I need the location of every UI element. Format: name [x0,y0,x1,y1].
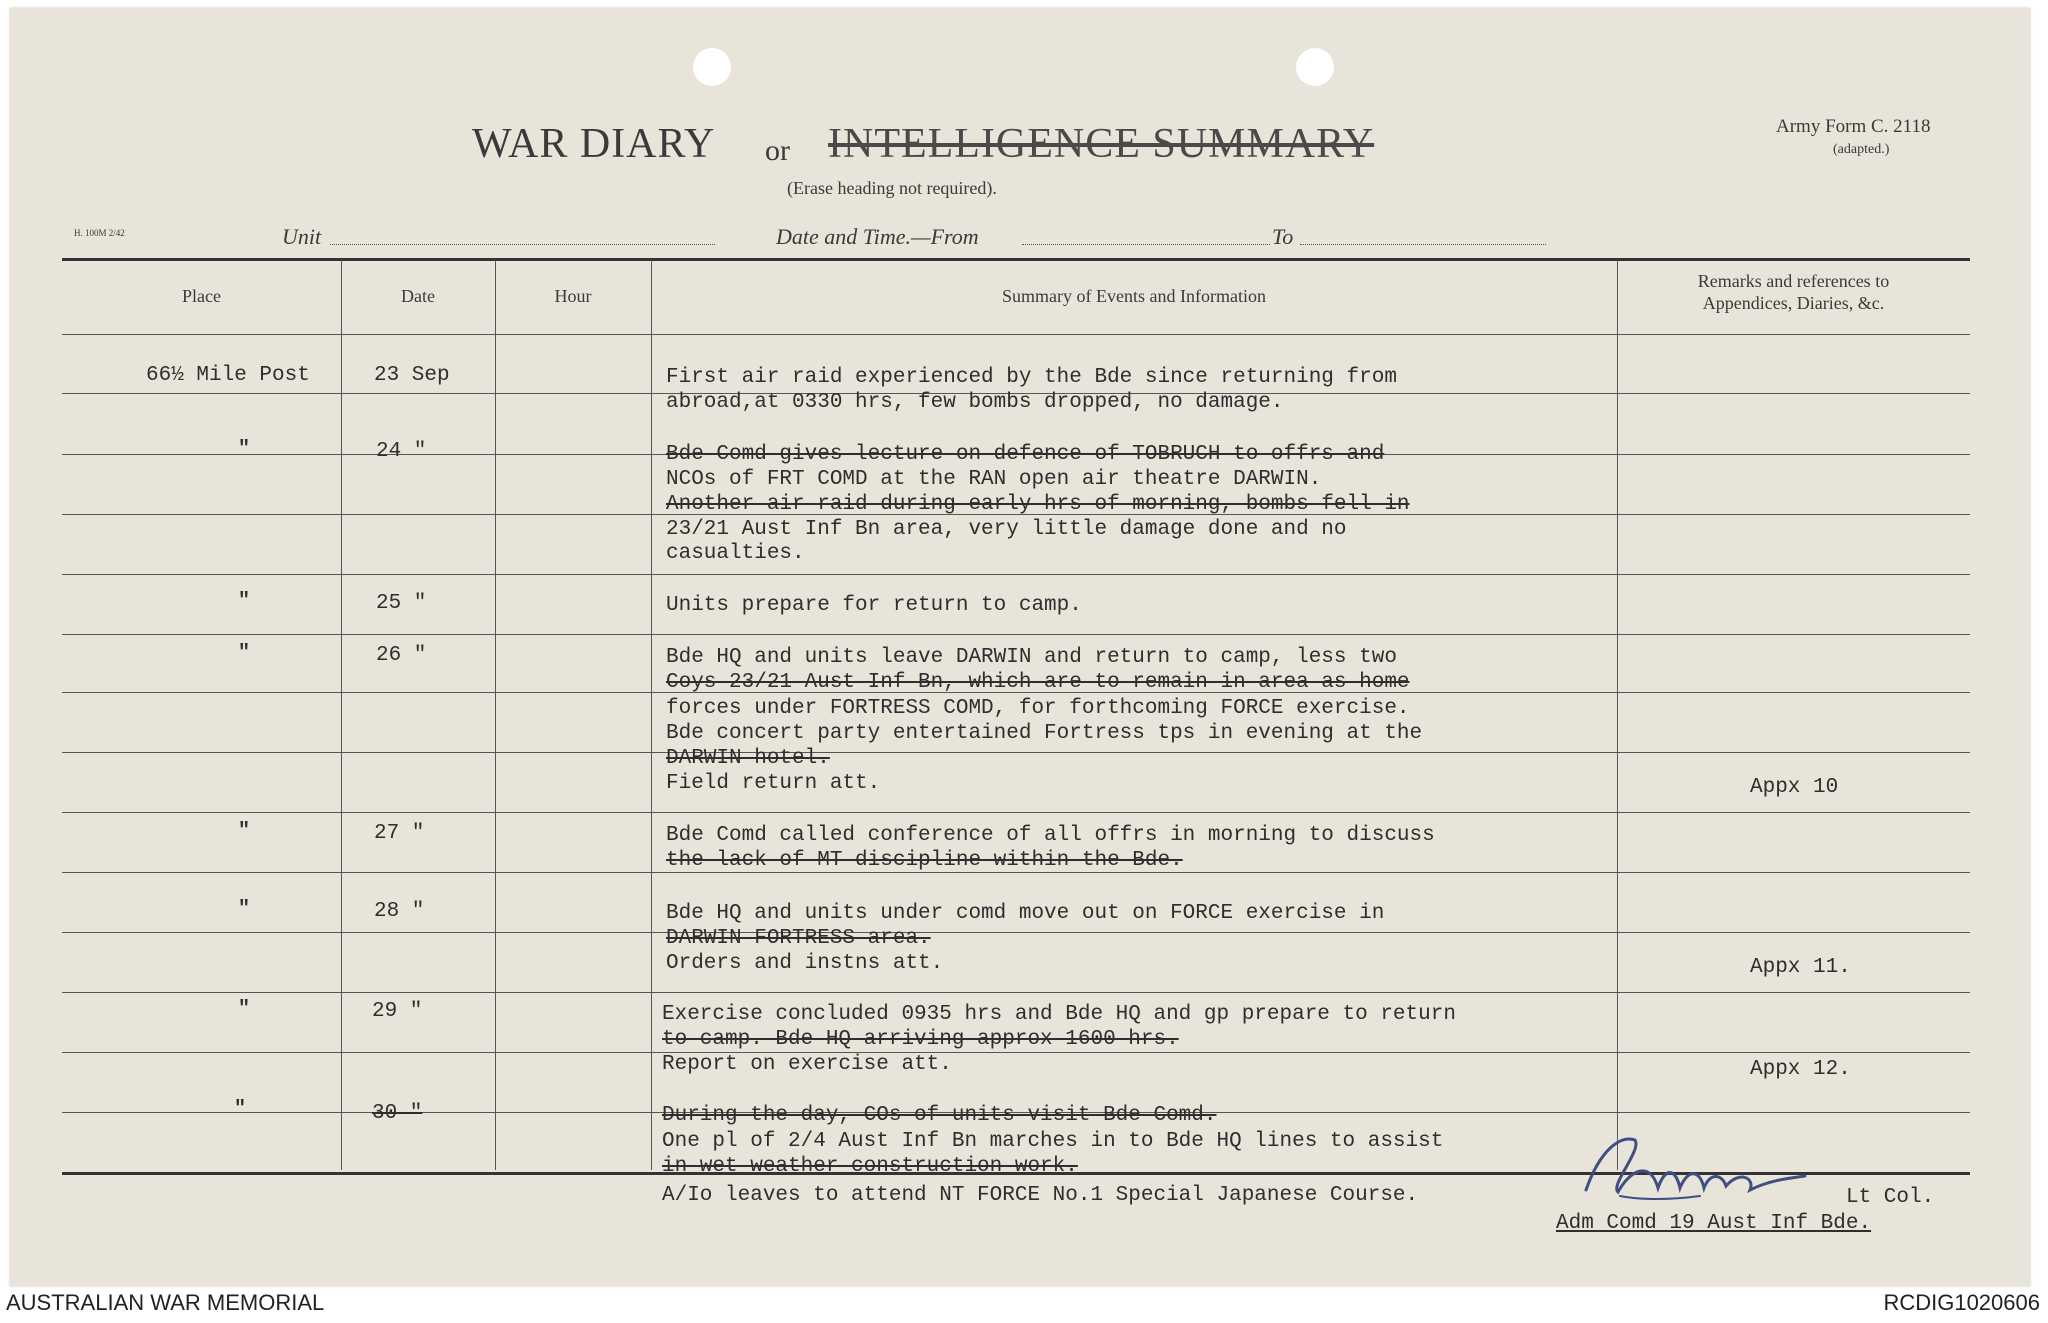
column-header-date: Date [401,286,435,306]
entry-line: One pl of 2/4 Aust Inf Bn marches in to Bde HQ lines to assist [662,1130,1444,1153]
entry-line: casualties. [666,542,805,565]
entry-date: 23 Sep [374,364,450,387]
handwritten-signature [1580,1130,1810,1205]
date-to-field-line [1300,244,1546,245]
row-line [62,574,1970,575]
entry-date: 28 " [374,900,425,923]
column-header-place: Place [182,286,221,306]
form-number: Army Form C. 2118 [1776,116,1931,137]
table-header-divider [62,334,1970,335]
appendix-reference: Appx 12. [1750,1058,1851,1081]
row-line [62,812,1970,813]
entry-line: abroad,at 0330 hrs, few bombs dropped, no damage. [666,391,1284,414]
entry-line: in wet weather construction work. [662,1155,1078,1178]
entry-line: Coys 23/21 Aust Inf Bn, which are to remain in area as home [666,671,1410,694]
entry-line: Bde Comd gives lecture on defence of TOBRUCH to offrs and [666,443,1385,466]
column-divider-date [341,260,342,1170]
archive-credit: AUSTRALIAN WAR MEMORIAL [6,1290,325,1315]
entry-line: Bde concert party entertained Fortress tps in evening at the [666,722,1423,745]
punch-hole-left [693,48,731,86]
entry-date: 25 " [376,592,427,615]
entry-date: 26 " [376,644,427,667]
entry-line: DARWIN FORTRESS area. [666,927,931,950]
table-top-border [62,258,1970,261]
punch-hole-right [1296,48,1334,86]
entry-place-ditto: " [238,998,251,1021]
row-line [62,752,1970,753]
entry-line: Units prepare for return to camp. [666,594,1082,617]
unit-field-line [330,244,715,245]
form-title-or: or [765,134,790,167]
column-header-remarks-line2: Appendices, Diaries, &c. [1702,293,1885,313]
entry-date: 24 " [376,440,427,463]
unit-label: Unit [282,224,322,249]
form-adapted: (adapted.) [1833,142,1890,157]
entry-date: 29 " [372,1000,423,1023]
entry-place: 66½ Mile Post [146,364,310,387]
entry-line: DARWIN hotel. [666,747,830,770]
row-line [62,634,1970,635]
row-line [62,932,1970,933]
form-title-struck: INTELLIGENCE SUMMARY [828,121,1375,167]
entry-date: 30 " [372,1102,423,1125]
date-to-label: To [1272,224,1294,249]
entry-place-ditto: " [238,642,251,665]
date-from-label: Date and Time.—From [776,224,979,249]
entry-place-ditto: " [238,438,251,461]
column-header-remarks-line1: Remarks and references to [1697,271,1890,291]
column-divider-remarks [1617,260,1618,1170]
entry-line: Bde HQ and units leave DARWIN and return to camp, less two [666,646,1397,669]
entry-line: to camp. Bde HQ arriving approx 1600 hrs. [662,1028,1179,1051]
entry-place-ditto: " [234,1098,247,1121]
entry-line: Exercise concluded 0935 hrs and Bde HQ and gp prepare to return [662,1003,1456,1026]
print-code: H. 100M 2/42 [74,228,125,238]
row-line [62,872,1970,873]
column-header-remarks [1617,270,1970,314]
entry-line: the lack of MT discipline within the Bde. [666,849,1183,872]
entry-line: Bde HQ and units under comd move out on FORCE exercise in [666,902,1385,925]
column-divider-summary [651,260,652,1170]
entry-line: Bde Comd called conference of all offrs in morning to discuss [666,824,1435,847]
entry-line: Report on exercise att. [662,1053,952,1076]
row-line [62,992,1970,993]
signature-rank: Lt Col. [1846,1186,1935,1209]
column-header-hour: Hour [554,286,592,306]
entry-line: Field return att. [666,772,881,795]
form-title: WAR DIARY [472,121,716,167]
signature-title: Adm Comd 19 Aust Inf Bde. [1556,1212,1872,1235]
column-divider-hour [495,260,496,1170]
date-from-field-line [1022,244,1270,245]
entry-line: First air raid experienced by the Bde since returning from [666,366,1397,389]
appendix-reference: Appx 11. [1750,956,1851,979]
entry-line: Another air raid during early hrs of morning, bombs fell in [666,493,1410,516]
form-subtitle: (Erase heading not required). [787,178,997,198]
entry-line: During the day, COs of units visit Bde Comd. [662,1104,1217,1127]
entry-place-ditto: " [238,898,251,921]
entry-date: 27 " [374,822,425,845]
entry-place-ditto: " [238,820,251,843]
appendix-reference: Appx 10 [1750,776,1839,799]
entry-line: forces under FORTRESS COMD, for forthcoming FORCE exercise. [666,697,1410,720]
entry-line: NCOs of FRT COMD at the RAN open air theatre DARWIN. [666,468,1322,491]
entry-line: Orders and instns att. [666,952,944,975]
entry-line: 23/21 Aust Inf Bn area, very little damage done and no [666,518,1347,541]
column-header-summary: Summary of Events and Information [1002,286,1266,306]
entry-place-ditto: " [238,590,251,613]
row-line [62,1052,1970,1053]
archive-reference-id: RCDIG1020606 [1883,1290,2040,1315]
entry-line: A/Io leaves to attend NT FORCE No.1 Special Japanese Course. [662,1184,1419,1207]
